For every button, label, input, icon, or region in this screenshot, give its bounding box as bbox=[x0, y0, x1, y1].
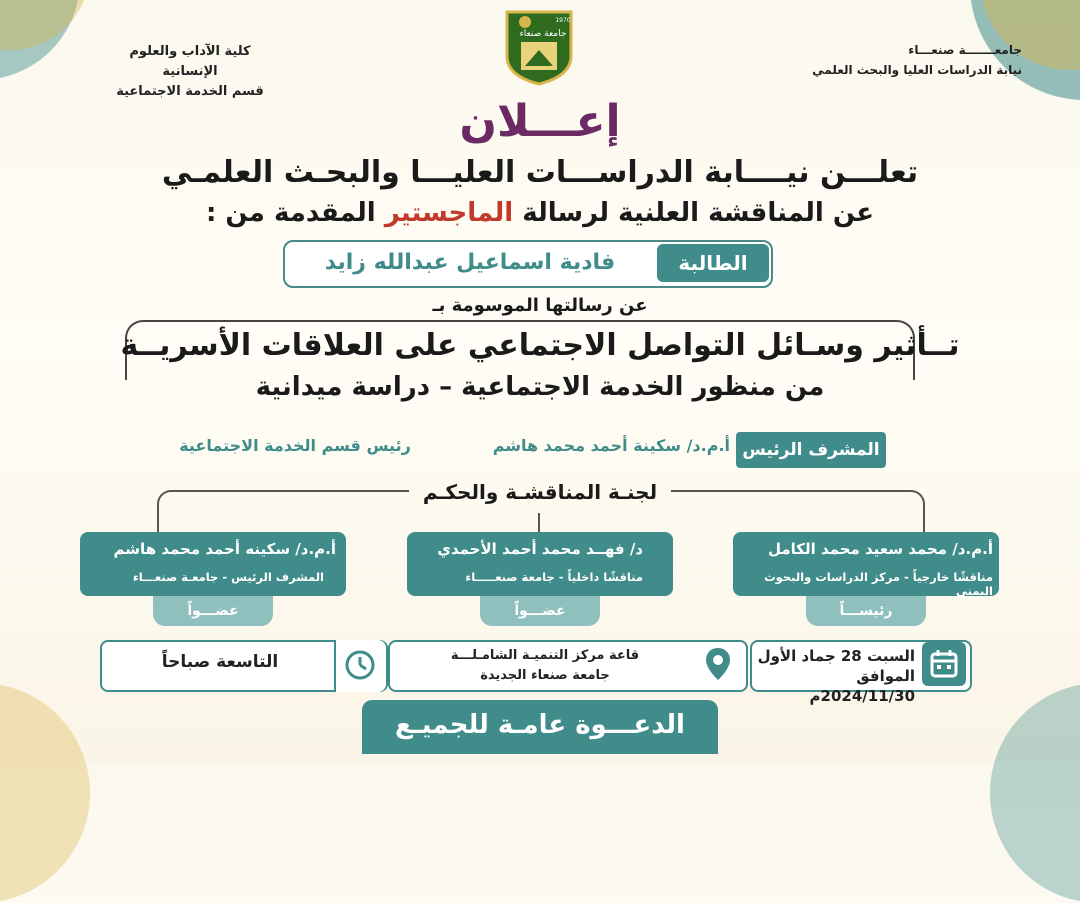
announcement-title: إعـــلان bbox=[459, 96, 621, 147]
corner-decoration-bottom-left bbox=[0, 683, 90, 903]
location-pin-icon bbox=[696, 642, 740, 686]
location-line-2: جامعة صنعاء الجديدة bbox=[480, 668, 610, 683]
date-text bbox=[755, 646, 915, 706]
committee-title-text: لجنـة المناقشـة والحكـم bbox=[409, 480, 671, 504]
faculty-name: كلية الآداب والعلوم الإنسانية bbox=[129, 44, 251, 79]
member-name: د/ فهــد محمد أحمد الأحمدي bbox=[437, 540, 643, 558]
time-text: التاسعة صباحاً bbox=[161, 652, 279, 672]
university-logo-icon bbox=[503, 8, 575, 86]
location-text bbox=[400, 646, 690, 686]
logo-university-text: جامعة صنعاء bbox=[519, 29, 567, 39]
member-name: أ.م.د/ محمد سعيد محمد الكامل bbox=[767, 540, 993, 558]
member-description: مناقشًا داخلياً - جامعة صنعـــــاء bbox=[465, 570, 643, 584]
announcement-line-1: تعلـــن نيــــابة الدراســـات العليـــا والبحـث العلمـي bbox=[161, 155, 919, 190]
announcement-line-2 bbox=[0, 198, 1080, 228]
student-label: الطالبة bbox=[657, 244, 769, 282]
committee-member-chair bbox=[733, 532, 999, 596]
clock-icon bbox=[334, 640, 386, 692]
member-role-supervisor: عضـــواً bbox=[153, 596, 273, 626]
degree-highlight: الماجستير bbox=[384, 198, 514, 228]
member-name: أ.م.د/ سكينه أحمد محمد هاشم bbox=[113, 540, 336, 558]
public-invitation-banner: الدعـــوة عامـة للجميـع bbox=[362, 700, 718, 754]
member-description: مناقشًا خارجياً - مركز الدراسات والبحوث اليمني bbox=[764, 570, 993, 598]
student-name: فادية اسماعيل عبدالله زايد bbox=[324, 250, 616, 275]
corner-decoration-bottom-right bbox=[990, 683, 1080, 903]
department-name: قسم الخدمة الاجتماعية bbox=[116, 84, 264, 99]
member-role-chair: رئيســـاً bbox=[806, 596, 926, 626]
line2-after: المقدمة من : bbox=[205, 198, 385, 228]
calendar-icon bbox=[922, 642, 966, 686]
date-line-1: السبت 28 جماد الأول bbox=[757, 647, 915, 665]
location-line-1: قاعة مركز التنميـة الشامـلـــة bbox=[450, 648, 640, 663]
thesis-title-line-2: من منظور الخدمة الاجتماعية – دراسة ميدانية bbox=[255, 372, 825, 402]
graduate-studies-name: نيابة الدراسات العليا والبحث العلمي bbox=[812, 63, 1022, 77]
supervisor-role: رئيس قسم الخدمة الاجتماعية bbox=[179, 436, 411, 455]
thesis-intro: عن رسالتها الموسومة بـ bbox=[432, 295, 648, 316]
member-role-internal: عضـــواً bbox=[480, 596, 600, 626]
committee-title bbox=[0, 480, 1080, 504]
date-line-2: الموافق 2024/11/30م bbox=[809, 667, 915, 705]
thesis-title-line-1: تــأثير وسـائل التواصل الاجتماعي على العلاقات الأسريــة bbox=[120, 328, 960, 363]
logo-year-text: 1970 bbox=[555, 17, 571, 24]
header-left bbox=[100, 42, 280, 102]
committee-member-internal bbox=[407, 532, 673, 596]
supervisor-label: المشرف الرئيس bbox=[736, 432, 886, 468]
committee-member-supervisor bbox=[80, 532, 346, 596]
member-description: المشرف الرئيس - جامعـة صنعـــاء bbox=[132, 570, 324, 584]
supervisor-name: أ.م.د/ سكينة أحمد محمد هاشم bbox=[492, 436, 730, 455]
header-right bbox=[782, 40, 1022, 80]
line2-before: عن المناقشة العلنية لرسالة bbox=[513, 198, 875, 228]
university-name: جامعـــــــة صنعـــاء bbox=[908, 43, 1022, 57]
